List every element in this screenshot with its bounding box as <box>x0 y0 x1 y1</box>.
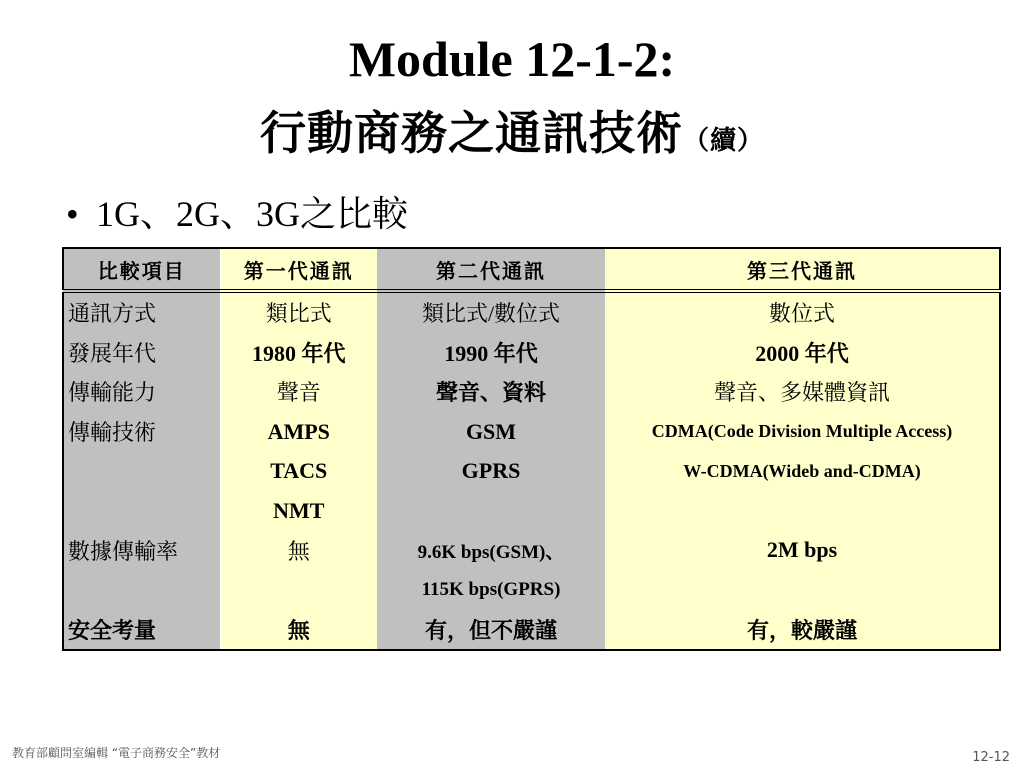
table-cell: CDMA(Code Division Multiple Access) <box>605 412 1000 452</box>
table-cell: 115K bps(GPRS) <box>377 570 605 610</box>
page-number: 12-12 <box>972 750 1010 765</box>
table-row <box>63 610 1000 651</box>
table-row <box>63 412 1000 452</box>
table-cell: 發展年代 <box>63 333 220 373</box>
footer-credit: 教育部顧問室編輯 “電子商務安全”教材 <box>12 746 221 760</box>
table-cell: TACS <box>220 451 377 491</box>
bullet-item <box>66 192 408 236</box>
table-cell: 1980 年代 <box>220 333 377 373</box>
table-cell <box>63 491 220 531</box>
bullet-marker: • <box>66 194 79 234</box>
table-cell: 無 <box>220 610 377 651</box>
table-cell: GSM <box>377 412 605 452</box>
table-cell: 傳輸能力 <box>63 372 220 412</box>
table-cell: 有，但不嚴謹 <box>377 610 605 651</box>
table-cell: 安全考量 <box>63 610 220 651</box>
table-cell: 聲音、資料 <box>377 372 605 412</box>
table-row <box>63 570 1000 610</box>
table-cell <box>605 491 1000 531</box>
bullet-text: 1G、2G、3G之比較 <box>96 194 408 234</box>
table-cell <box>377 491 605 531</box>
table-row <box>63 491 1000 531</box>
header-2g: 第二代通訊 <box>377 248 605 291</box>
table-cell <box>220 570 377 610</box>
table-cell: 數據傳輸率 <box>63 531 220 571</box>
table-cell: NMT <box>220 491 377 531</box>
slide-title: Module 12-1-2: <box>348 31 676 87</box>
table-row <box>63 372 1000 412</box>
table-cell: 通訊方式 <box>63 291 220 333</box>
table-cell: 傳輸技術 <box>63 412 220 452</box>
table-cell: 類比式 <box>220 291 377 333</box>
table-cell: 有，較嚴謹 <box>605 610 1000 651</box>
table-cell: 數位式 <box>605 291 1000 333</box>
table-cell: 1990 年代 <box>377 333 605 373</box>
table-cell: AMPS <box>220 412 377 452</box>
header-3g: 第三代通訊 <box>605 248 1000 291</box>
table-cell <box>605 570 1000 610</box>
table-cell: 無 <box>220 531 377 571</box>
table-cell: W-CDMA(Wideb and-CDMA) <box>605 451 1000 491</box>
comparison-table <box>62 247 1001 651</box>
table-cell: 聲音、多媒體資訊 <box>605 372 1000 412</box>
table-cell: GPRS <box>377 451 605 491</box>
header-1g: 第一代通訊 <box>220 248 377 291</box>
header-item: 比較項目 <box>63 248 220 291</box>
subtitle-suffix: （續） <box>682 126 764 155</box>
subtitle-main: 行動商務之通訊技術 <box>259 108 683 159</box>
table-cell <box>63 570 220 610</box>
table-cell <box>63 451 220 491</box>
table-row <box>63 451 1000 491</box>
table-cell: 2M bps <box>605 531 1000 571</box>
table-row <box>63 333 1000 373</box>
table-cell: 聲音 <box>220 372 377 412</box>
table-cell: 類比式/數位式 <box>377 291 605 333</box>
table-cell: 9.6K bps(GSM)、 <box>377 531 605 571</box>
table-row <box>63 291 1000 333</box>
table-row <box>63 531 1000 571</box>
table-cell: 2000 年代 <box>605 333 1000 373</box>
slide-subtitle <box>0 104 1024 171</box>
table-header-row <box>63 248 1000 291</box>
